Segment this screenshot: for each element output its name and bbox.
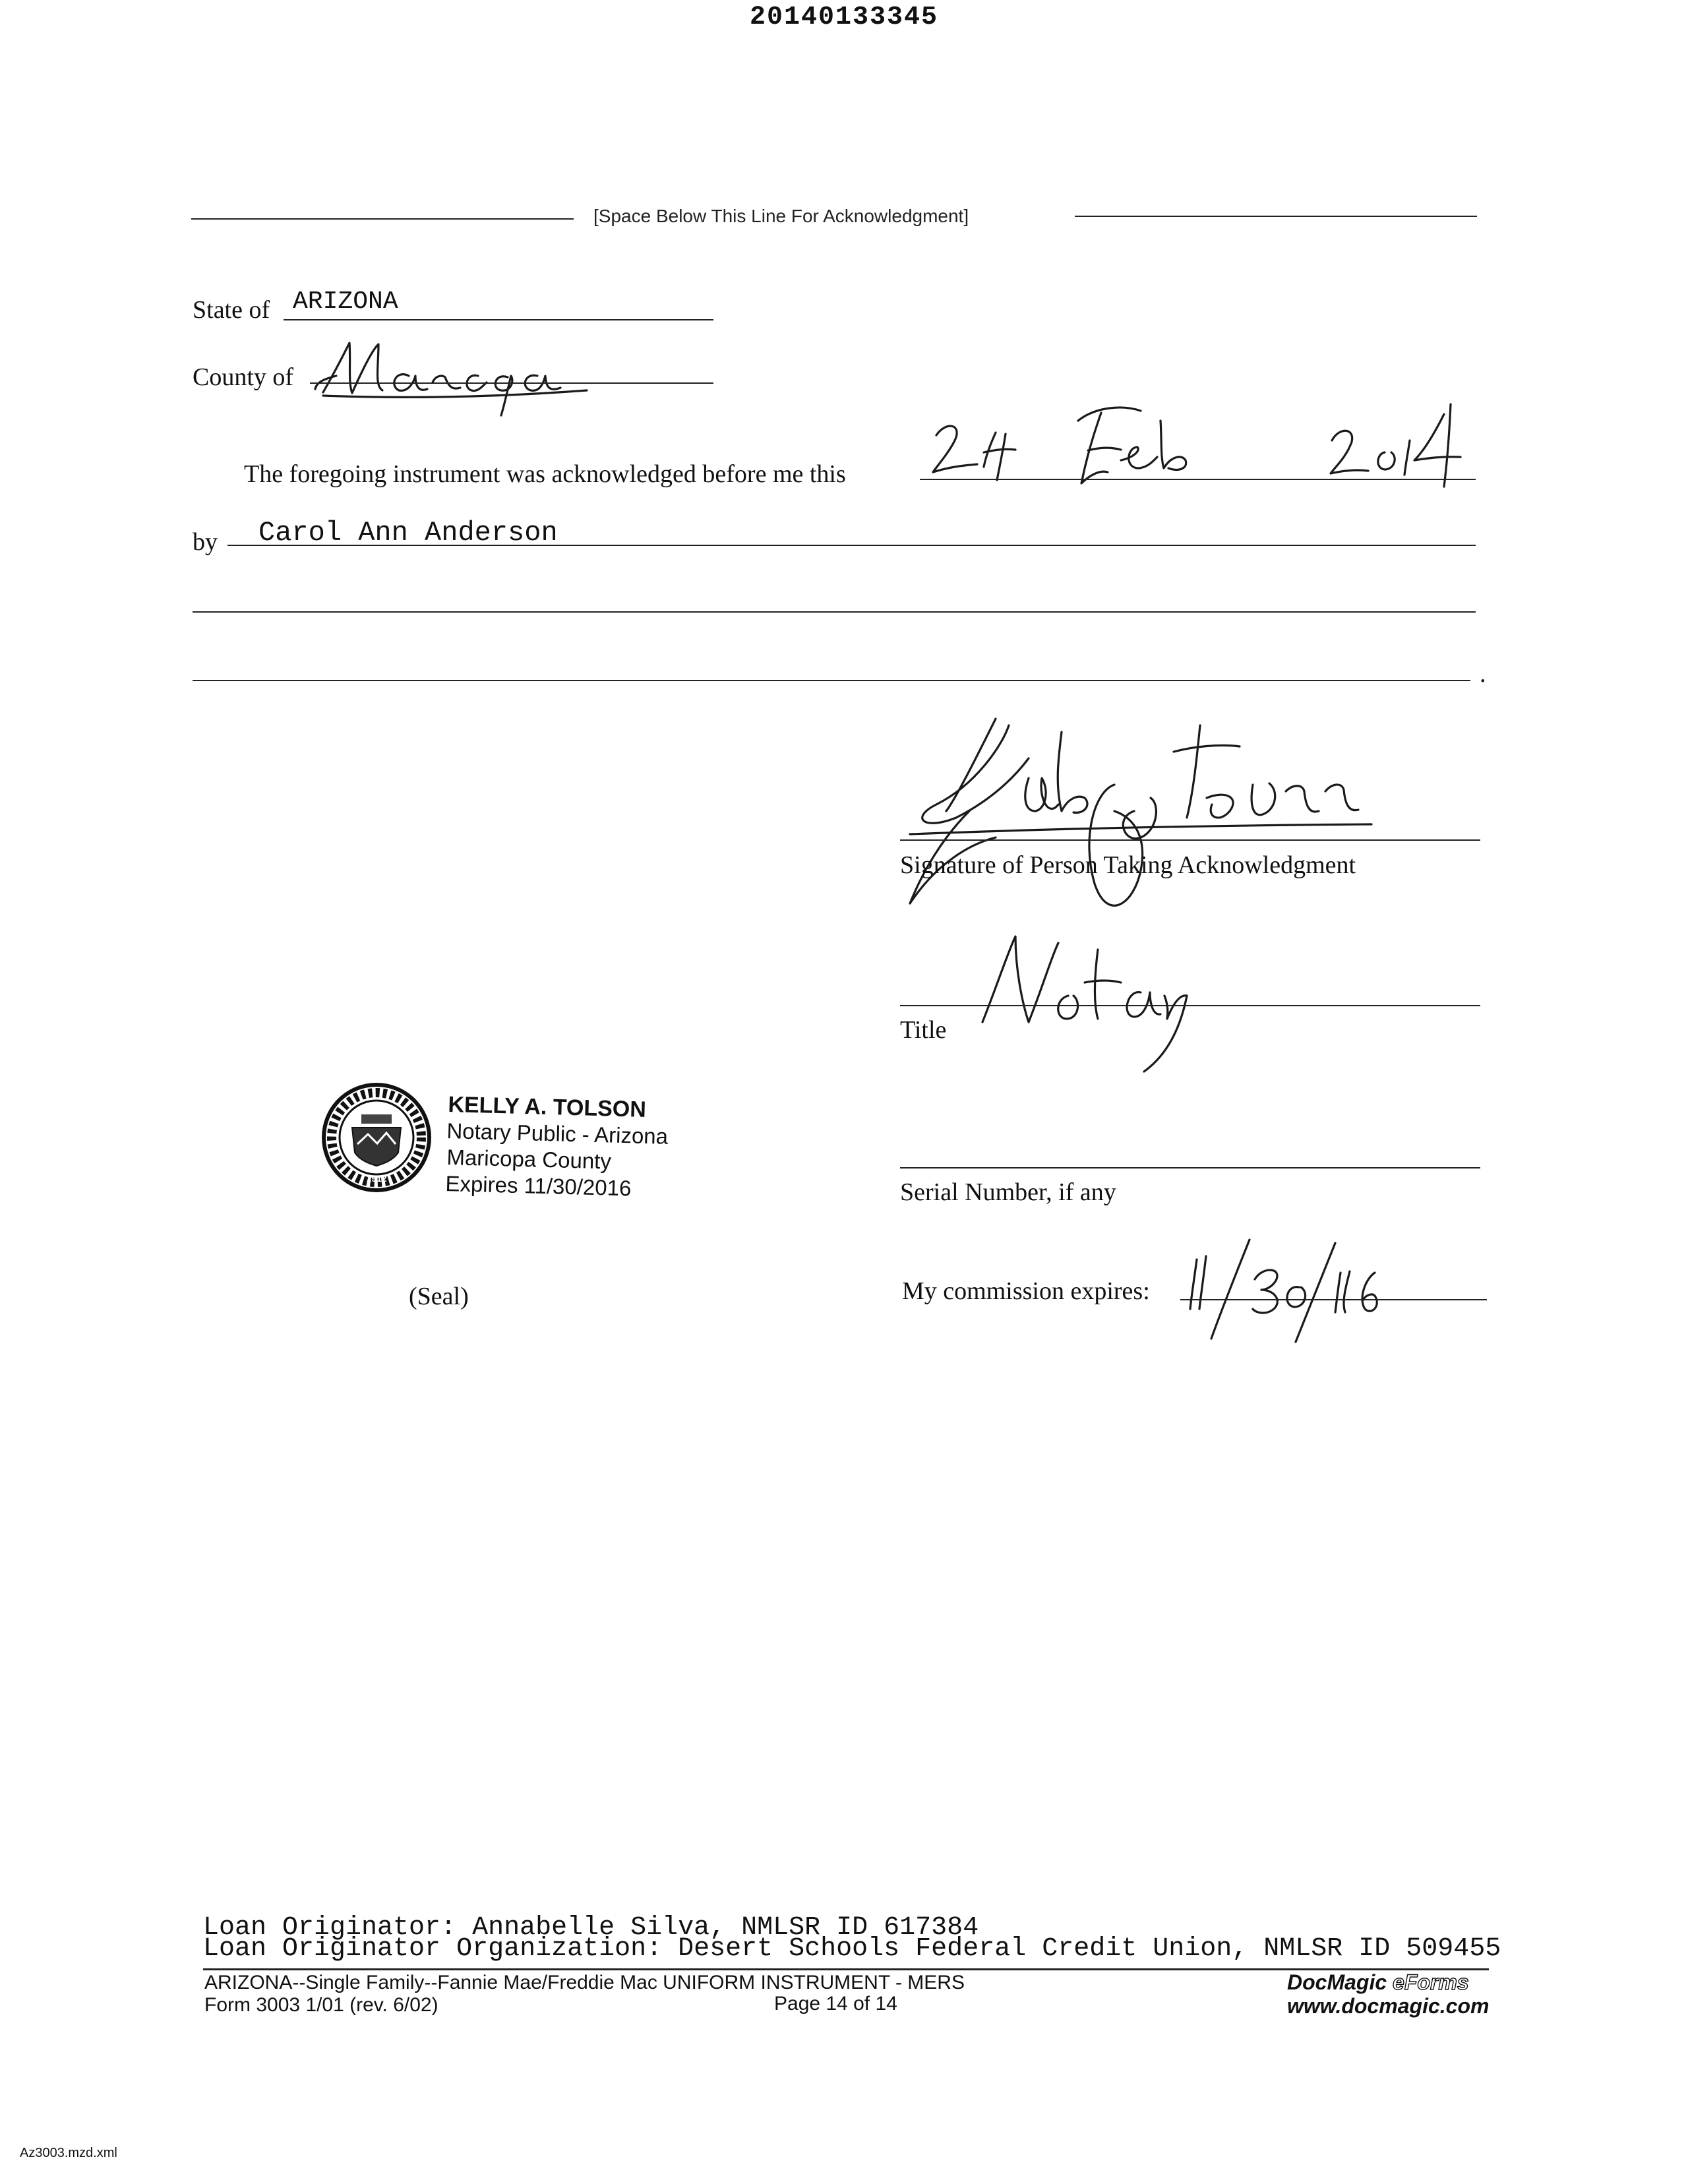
footer-loan-org: Loan Originator Organization: Desert Schools Federal Credit Union, NMLSR ID 509455 (203, 1934, 1501, 1964)
serial-label: Serial Number, if any (900, 1178, 1116, 1206)
notary-signature (897, 706, 1385, 943)
ack-date-line (920, 479, 1476, 480)
ack-text: The foregoing instrument was acknowledged before me this (244, 460, 846, 488)
by-value: Carol Ann Anderson (258, 517, 558, 549)
separator-line-left (191, 218, 574, 220)
footer-brand-logo (1287, 1970, 1469, 1995)
section-separator-text: [Space Below This Line For Acknowledgment] (593, 206, 969, 226)
notary-stamp-name: KELLY A. TOLSON (448, 1092, 647, 1122)
title-handwriting (969, 923, 1193, 1075)
footer-loan-originator: Loan Originator: Annabelle Silva, NMLSR ID 617384 (203, 1913, 979, 1943)
title-line (900, 1005, 1480, 1006)
signature-label: Signature of Person Taking Acknowledgment (900, 851, 1356, 879)
footer-brand-suffix: eForms (1393, 1970, 1469, 1994)
by-line (227, 545, 1476, 546)
commission-line (1180, 1299, 1487, 1300)
notary-stamp-line2: Notary Public - Arizona (446, 1118, 669, 1149)
arizona-state-seal (320, 1081, 433, 1194)
blank-line-1 (193, 611, 1476, 613)
commission-label: My commission expires: (902, 1277, 1150, 1305)
blank-line-2 (193, 680, 1470, 681)
county-label: County of (193, 363, 294, 391)
state-label: State of (193, 296, 270, 324)
trailing-period: . (1480, 660, 1486, 688)
footer-form-title: ARIZONA--Single Family--Fannie Mae/Freddie Mac UNIFORM INSTRUMENT - MERS (204, 1972, 965, 1993)
footer-form-number: Form 3003 1/01 (rev. 6/02) (204, 1994, 438, 2016)
state-line (284, 319, 713, 320)
notary-stamp-line4: Expires 11/30/2016 (445, 1171, 632, 1201)
seal-caption: (Seal) (409, 1283, 469, 1310)
county-line (310, 382, 713, 384)
commission-handwriting (1177, 1227, 1388, 1345)
state-value: ARIZONA (293, 288, 398, 316)
notary-stamp-line3: Maricopa County (446, 1145, 612, 1174)
serial-line (900, 1167, 1480, 1168)
county-handwriting (310, 330, 600, 422)
footer-page: Page 14 of 14 (774, 1993, 897, 2015)
footer-brand: DocMagic (1287, 1970, 1387, 1994)
title-label: Title (900, 1016, 947, 1044)
seal-year: 1912 (366, 1173, 387, 1184)
file-tag: Az3003.mzd.xml (20, 2146, 117, 2160)
signature-line (900, 839, 1480, 841)
footer-website[interactable]: www.docmagic.com (1287, 1994, 1490, 2018)
recording-number: 20140133345 (749, 3, 939, 32)
by-label: by (193, 528, 218, 556)
separator-line-right (1075, 216, 1477, 217)
